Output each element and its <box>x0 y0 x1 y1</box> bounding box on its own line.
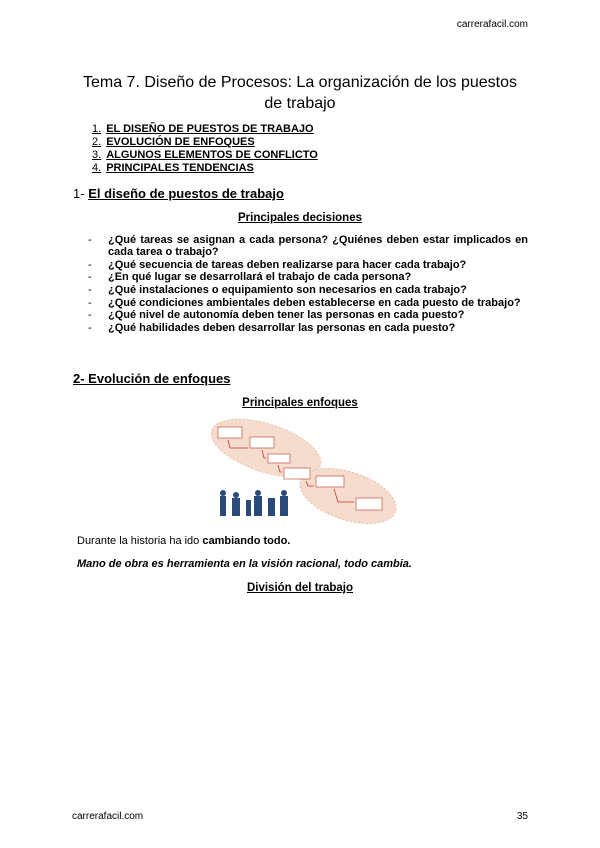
toc-item[interactable]: 1. EL DISEÑO DE PUESTOS DE TRABAJO <box>92 123 314 135</box>
footer-site: carrerafacil.com <box>72 811 144 822</box>
decisions-list <box>88 234 528 334</box>
list-item: - ¿En qué lugar se desarrollará el trabajo de cada persona? <box>88 271 412 284</box>
list-item: - ¿Qué tareas se asignan a cada persona? ¿Quiénes deben estar implicados en cada tarea o trabajo? <box>88 234 528 259</box>
history-paragraph: Durante la historia ha ido cambiando todo. <box>77 535 291 547</box>
list-item: - ¿Qué nivel de autonomía deben tener las personas en cada puesto? <box>88 309 465 322</box>
list-item: - ¿Qué secuencia de tareas deben realizarse para hacer cada trabajo? <box>88 258 467 271</box>
division-subheading: División del trabajo <box>246 582 354 594</box>
toc-item[interactable]: 3. ALGUNOS ELEMENTOS DE CONFLICTO <box>92 149 318 161</box>
approaches-diagram-image <box>208 418 398 530</box>
toc-item[interactable]: 4. PRINCIPALES TENDENCIAS <box>92 162 254 174</box>
page-title: Tema 7. Diseño de Procesos: La organización de los puestos de trabajo <box>82 74 518 112</box>
section1-heading: 1- El diseño de puestos de trabajo <box>73 186 284 201</box>
section2-subheading: Principales enfoques <box>242 397 358 409</box>
section1-subheading: Principales decisiones <box>237 212 362 224</box>
toc-item[interactable]: 2. EVOLUCIÓN DE ENFOQUES <box>92 136 255 148</box>
list-item: - ¿Qué habilidades deben desarrollar las personas en cada puesto? <box>88 321 456 334</box>
list-item: - ¿Qué condiciones ambientales deben establecerse en cada puesto de trabajo? <box>88 296 521 309</box>
page-number: 35 <box>516 811 528 822</box>
section2-heading: 2- Evolución de enfoques <box>73 371 231 386</box>
approaches-diagram-svg <box>208 418 398 530</box>
labor-paragraph: Mano de obra es herramienta en la visión racional, todo cambia. <box>77 558 412 570</box>
table-of-contents <box>92 123 318 175</box>
list-item: - ¿Qué instalaciones o equipamiento son necesarios en cada trabajo? <box>88 283 467 296</box>
header-site: carrerafacil.com <box>456 19 528 30</box>
